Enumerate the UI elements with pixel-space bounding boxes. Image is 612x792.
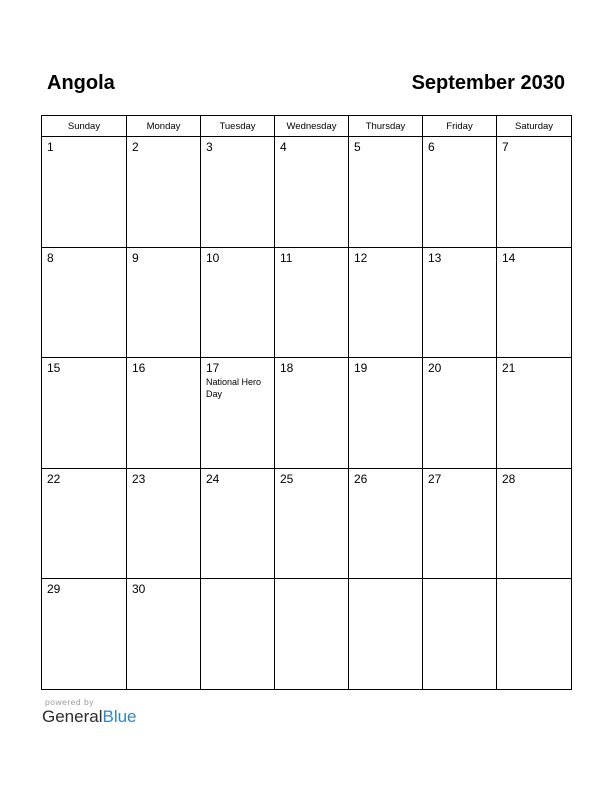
day-cell-empty bbox=[349, 579, 423, 690]
day-cell bbox=[201, 468, 275, 579]
day-cell bbox=[423, 468, 497, 579]
week-row bbox=[42, 137, 572, 248]
day-cell bbox=[349, 358, 423, 469]
day-cell bbox=[201, 137, 275, 248]
day-number: 9 bbox=[132, 250, 139, 265]
day-number: 1 bbox=[47, 140, 54, 154]
weekday-saturday: Saturday bbox=[497, 116, 572, 137]
day-number: 10 bbox=[206, 250, 220, 265]
day-number: 27 bbox=[428, 471, 442, 486]
day-cell bbox=[42, 247, 127, 358]
brand-name-general: General bbox=[42, 707, 103, 726]
day-cell bbox=[201, 247, 275, 358]
day-cell bbox=[497, 358, 572, 469]
day-number: 29 bbox=[47, 582, 61, 597]
day-number: 14 bbox=[502, 250, 516, 265]
powered-by-text: powered by bbox=[45, 697, 94, 707]
day-cell bbox=[423, 137, 497, 248]
day-number: 11 bbox=[280, 250, 293, 265]
day-cell bbox=[423, 247, 497, 358]
day-cell bbox=[497, 247, 572, 358]
holiday-label: National Hero Day bbox=[206, 377, 262, 400]
day-cell bbox=[127, 247, 201, 358]
day-number: 4 bbox=[280, 140, 287, 154]
day-number: 13 bbox=[428, 250, 442, 265]
day-cell bbox=[423, 358, 497, 469]
week-row bbox=[42, 358, 572, 469]
day-number: 21 bbox=[502, 361, 516, 376]
day-cell bbox=[42, 468, 127, 579]
day-number: 24 bbox=[206, 471, 220, 486]
day-number: 28 bbox=[502, 471, 516, 486]
brand-name bbox=[42, 707, 137, 727]
day-number: 5 bbox=[354, 140, 361, 154]
day-cell-empty bbox=[201, 579, 275, 690]
day-number: 12 bbox=[354, 250, 368, 265]
weekday-tuesday: Tuesday bbox=[201, 116, 275, 137]
day-cell bbox=[42, 137, 127, 248]
day-cell bbox=[349, 247, 423, 358]
day-cell bbox=[349, 137, 423, 248]
day-number: 22 bbox=[47, 471, 61, 486]
day-cell bbox=[275, 247, 349, 358]
brand-name-blue: Blue bbox=[102, 707, 137, 726]
brand-logo bbox=[42, 697, 137, 727]
day-number: 6 bbox=[428, 140, 435, 154]
day-cell bbox=[201, 358, 275, 469]
month-year-title: September 2030 bbox=[411, 72, 565, 94]
weekday-sunday: Sunday bbox=[42, 116, 127, 137]
day-number: 7 bbox=[502, 140, 509, 154]
weekday-monday: Monday bbox=[127, 116, 201, 137]
day-cell bbox=[42, 579, 127, 690]
day-cell bbox=[275, 468, 349, 579]
day-cell-empty bbox=[423, 579, 497, 690]
day-number: 26 bbox=[354, 471, 368, 486]
day-number: 18 bbox=[280, 361, 294, 376]
day-cell bbox=[275, 358, 349, 469]
day-cell-empty bbox=[275, 579, 349, 690]
weekday-friday: Friday bbox=[423, 116, 497, 137]
week-row bbox=[42, 468, 572, 579]
day-cell bbox=[497, 468, 572, 579]
day-number: 19 bbox=[354, 361, 368, 376]
day-cell bbox=[349, 468, 423, 579]
day-number: 16 bbox=[132, 361, 146, 376]
day-number: 17 bbox=[206, 361, 220, 376]
weekday-wednesday: Wednesday bbox=[275, 116, 349, 137]
day-number: 23 bbox=[132, 471, 146, 486]
day-cell bbox=[127, 579, 201, 690]
day-cell bbox=[275, 137, 349, 248]
weekday-header-row bbox=[42, 116, 572, 137]
day-cell bbox=[127, 468, 201, 579]
day-number: 8 bbox=[47, 250, 54, 265]
day-cell-empty bbox=[497, 579, 572, 690]
day-number: 15 bbox=[47, 361, 61, 376]
day-number: 20 bbox=[428, 361, 442, 376]
week-row bbox=[42, 247, 572, 358]
month-calendar-grid bbox=[41, 115, 572, 690]
day-cell bbox=[127, 137, 201, 248]
day-number: 25 bbox=[280, 471, 294, 486]
weekday-thursday: Thursday bbox=[349, 116, 423, 137]
country-title: Angola bbox=[47, 72, 115, 94]
week-row bbox=[42, 579, 572, 690]
day-number: 30 bbox=[132, 582, 146, 597]
day-number: 2 bbox=[132, 140, 139, 154]
day-cell bbox=[42, 358, 127, 469]
day-number: 3 bbox=[206, 140, 213, 154]
day-cell bbox=[497, 137, 572, 248]
day-cell bbox=[127, 358, 201, 469]
